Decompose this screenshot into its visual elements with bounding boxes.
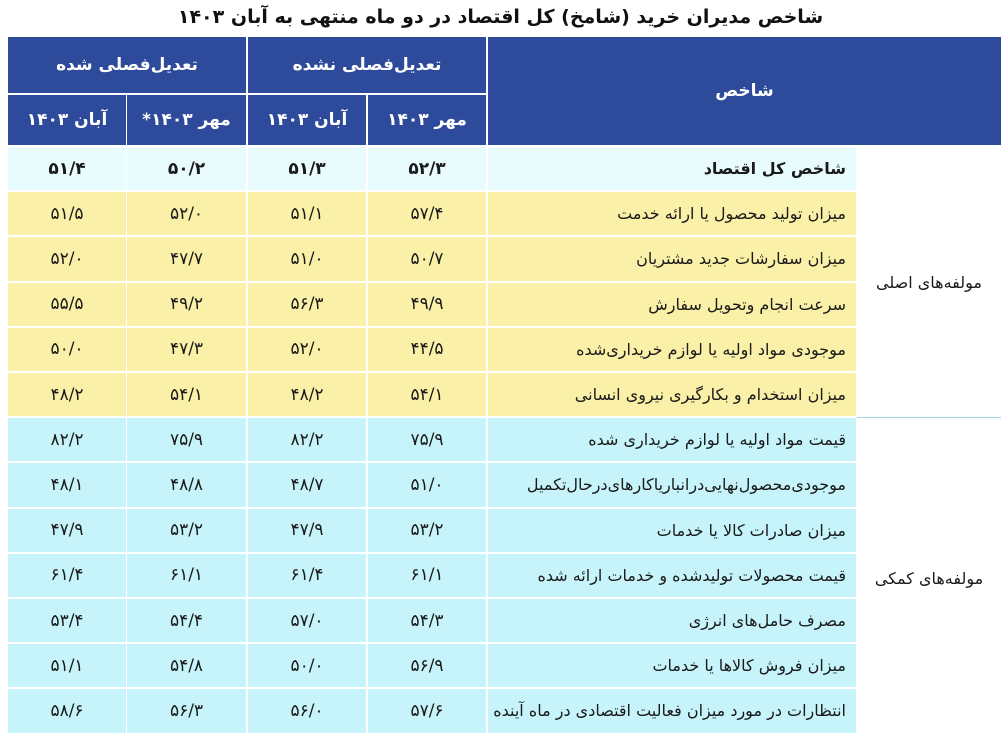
row-label: میزان تولید محصول یا ارائه خدمت bbox=[488, 192, 856, 235]
row-value: ۵۰/۰ bbox=[248, 644, 366, 687]
row-value: ۶۱/۱ bbox=[127, 554, 246, 597]
row-value: ۴۸/۸ bbox=[127, 463, 246, 506]
row-value: ۵۴/۳ bbox=[368, 599, 486, 642]
row-label: میزان صادرات کالا یا خدمات bbox=[488, 509, 856, 552]
row-value: ۴۹/۲ bbox=[127, 283, 246, 326]
row-value: ۵۸/۶ bbox=[8, 689, 126, 732]
row-value: ۵۵/۵ bbox=[8, 283, 126, 326]
row-value: ۵۴/۱ bbox=[127, 373, 246, 416]
row-label: سرعت انجام وتحویل سفارش bbox=[488, 283, 856, 326]
row-value: ۵۷/۶ bbox=[368, 689, 486, 732]
row-value: ۸۲/۲ bbox=[8, 418, 126, 461]
row-value: ۵۴/۸ bbox=[127, 644, 246, 687]
table-title: شاخص مدیران خرید (شامخ) کل اقتصاد در دو ماه منتهی به آبان ۱۴۰۳ bbox=[177, 6, 824, 28]
header-column-2: آبان ۱۴۰۳ bbox=[248, 95, 366, 145]
row-value: ۵۱/۱ bbox=[248, 192, 366, 235]
row-value: ۴۹/۹ bbox=[368, 283, 486, 326]
row-value: ۵۱/۳ bbox=[248, 147, 366, 190]
row-label: قیمت مواد اولیه یا لوازم خریداری شده bbox=[488, 418, 856, 461]
row-value: ۵۶/۹ bbox=[368, 644, 486, 687]
row-value: ۴۷/۹ bbox=[248, 509, 366, 552]
row-value: ۵۴/۱ bbox=[368, 373, 486, 416]
header-column-1: مهر ۱۴۰۳* bbox=[127, 95, 246, 145]
row-value: ۷۵/۹ bbox=[368, 418, 486, 461]
row-label: میزان فروش کالاها یا خدمات bbox=[488, 644, 856, 687]
header-column-0: آبان ۱۴۰۳ bbox=[8, 95, 126, 145]
row-value: ۴۸/۱ bbox=[8, 463, 126, 506]
row-value: ۷۵/۹ bbox=[127, 418, 246, 461]
row-value: ۴۷/۹ bbox=[8, 509, 126, 552]
row-value: ۴۸/۷ bbox=[248, 463, 366, 506]
header-adjusted: تعدیل‌فصلی شده bbox=[8, 37, 246, 93]
header-column-3: مهر ۱۴۰۳ bbox=[368, 95, 486, 145]
row-value: ۵۰/۲ bbox=[127, 147, 246, 190]
row-value: ۶۱/۱ bbox=[368, 554, 486, 597]
row-value: ۸۲/۲ bbox=[248, 418, 366, 461]
row-value: ۴۸/۲ bbox=[248, 373, 366, 416]
row-value: ۵۴/۴ bbox=[127, 599, 246, 642]
row-value: ۴۴/۵ bbox=[368, 328, 486, 371]
row-value: ۵۰/۰ bbox=[8, 328, 126, 371]
row-value: ۵۰/۷ bbox=[368, 237, 486, 280]
row-value: ۶۱/۴ bbox=[8, 554, 126, 597]
row-value: ۵۶/۳ bbox=[248, 283, 366, 326]
row-value: ۴۷/۳ bbox=[127, 328, 246, 371]
row-label: قیمت محصولات تولیدشده و خدمات ارائه شده bbox=[488, 554, 856, 597]
category-separator bbox=[857, 417, 1001, 418]
row-value: ۵۲/۰ bbox=[127, 192, 246, 235]
row-value: ۵۶/۰ bbox=[248, 689, 366, 732]
row-value: ۵۳/۲ bbox=[368, 509, 486, 552]
row-value: ۵۳/۲ bbox=[127, 509, 246, 552]
row-value: ۴۷/۷ bbox=[127, 237, 246, 280]
row-value: ۵۲/۰ bbox=[8, 237, 126, 280]
category-auxiliary: مولفه‌های کمکی bbox=[857, 418, 1001, 739]
header-indicator: شاخص bbox=[488, 37, 1001, 145]
row-value: ۵۱/۰ bbox=[368, 463, 486, 506]
row-value: ۵۳/۴ bbox=[8, 599, 126, 642]
row-label: مصرف حامل‌های انرژی bbox=[488, 599, 856, 642]
row-value: ۴۸/۲ bbox=[8, 373, 126, 416]
row-label: موجودی‌محصول‌نهایی‌درانباریاکارهای‌درحال‌تکمیل bbox=[488, 463, 856, 506]
category-main: مولفه‌های اصلی bbox=[857, 147, 1001, 418]
row-value: ۵۱/۴ bbox=[8, 147, 126, 190]
row-value: ۵۱/۱ bbox=[8, 644, 126, 687]
row-value: ۵۲/۰ bbox=[248, 328, 366, 371]
row-label: موجودی مواد اولیه یا لوازم خریداری‌شده bbox=[488, 328, 856, 371]
row-value: ۵۱/۰ bbox=[248, 237, 366, 280]
row-value: ۵۷/۰ bbox=[248, 599, 366, 642]
row-label: شاخص کل اقتصاد bbox=[488, 147, 856, 190]
header-not-adjusted: تعدیل‌فصلی نشده bbox=[248, 37, 486, 93]
row-label: میزان سفارشات جدید مشتریان bbox=[488, 237, 856, 280]
row-value: ۵۱/۵ bbox=[8, 192, 126, 235]
row-value: ۶۱/۴ bbox=[248, 554, 366, 597]
row-label: میزان استخدام و بکارگیری نیروی انسانی bbox=[488, 373, 856, 416]
row-value: ۵۶/۳ bbox=[127, 689, 246, 732]
row-value: ۵۷/۴ bbox=[368, 192, 486, 235]
row-value: ۵۲/۳ bbox=[368, 147, 486, 190]
row-label: انتظارات در مورد میزان فعالیت اقتصادی در ماه آینده bbox=[488, 689, 856, 732]
